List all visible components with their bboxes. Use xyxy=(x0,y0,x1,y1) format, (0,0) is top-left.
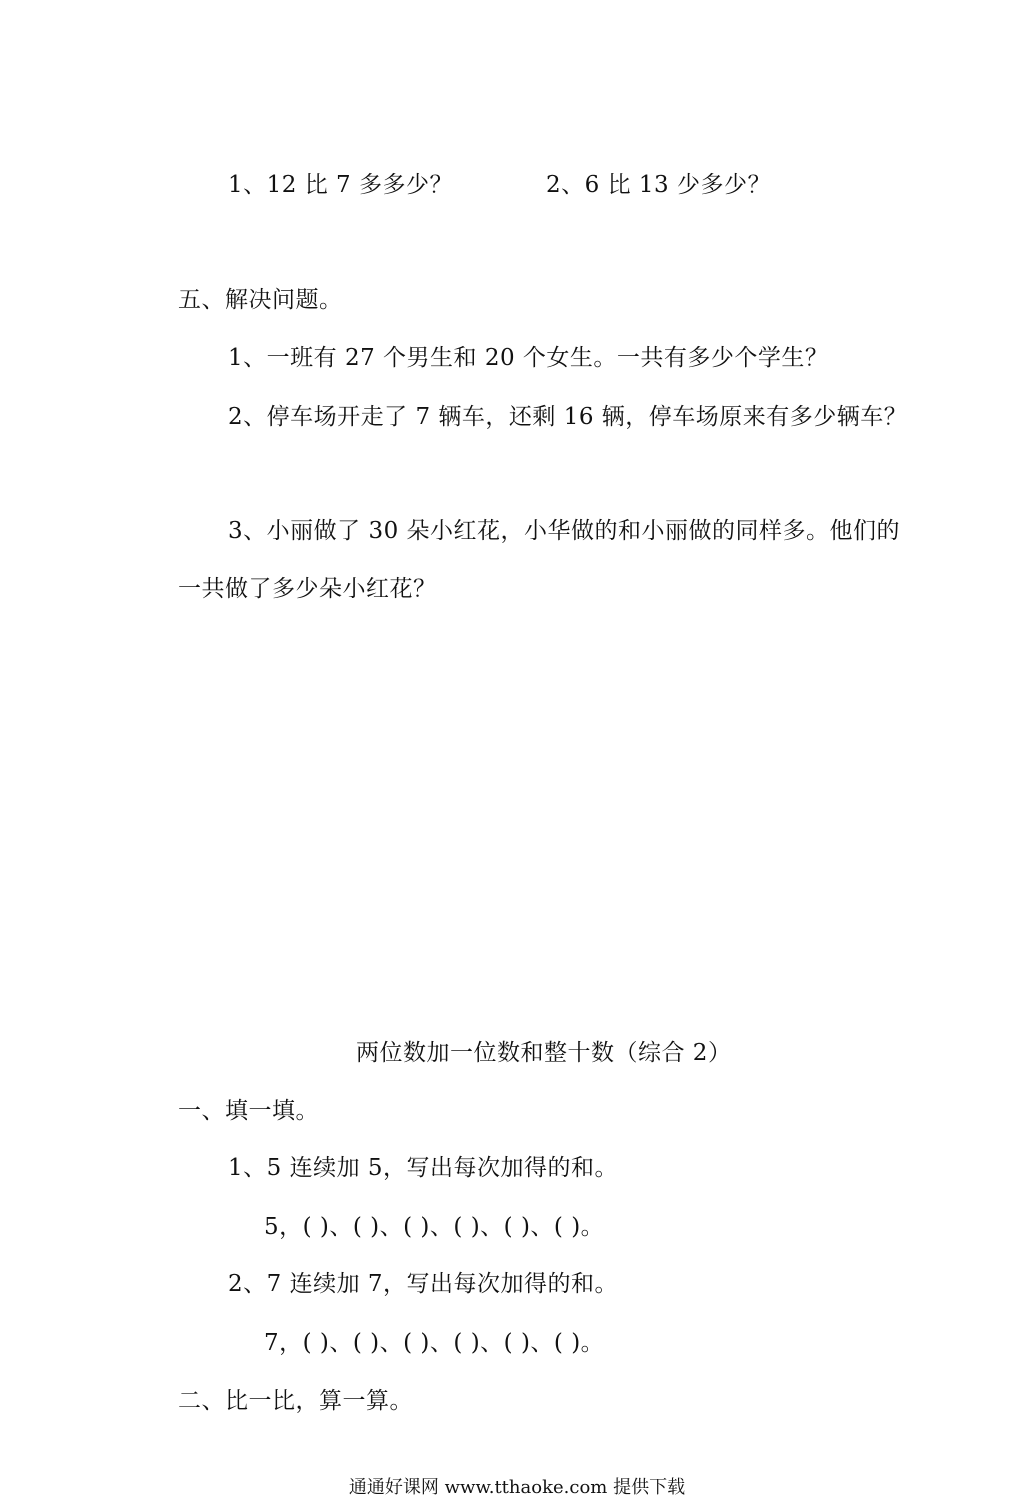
answer-blanks-1: 5，( )、( )、( )、( )、( )、( )。 xyxy=(264,1214,605,1240)
question-5-1: 1、一班有 27 个男生和 20 个女生。一共有多少个学生？ xyxy=(228,345,829,371)
section-1-heading: 一、填一填。 xyxy=(178,1098,319,1124)
question-5-2: 2、停车场开走了 7 辆车，还剩 16 辆，停车场原来有多少辆车？ xyxy=(228,404,908,430)
section-5-heading: 五、解决问题。 xyxy=(178,287,343,313)
worksheet-title: 两位数加一位数和整十数（综合 2） xyxy=(356,1040,732,1066)
question-5-3-line2: 一共做了多少朵小红花？ xyxy=(178,576,437,602)
answer-blanks-2: 7，( )、( )、( )、( )、( )、( )。 xyxy=(264,1330,605,1356)
footer-source: 通通好课网 www.tthaoke.com 提供下载 xyxy=(348,1477,686,1498)
question-4-2: 2、6 比 13 少多少？ xyxy=(546,172,771,198)
question-5-3-line1: 3、小丽做了 30 朵小红花，小华做的和小丽做的同样多。他们的 xyxy=(228,518,901,544)
section-2-heading: 二、比一比，算一算。 xyxy=(178,1388,413,1414)
question-4-1: 1、12 比 7 多多少？ xyxy=(228,172,453,198)
question-1-1: 1、5 连续加 5，写出每次加得的和。 xyxy=(228,1155,619,1181)
question-1-2: 2、7 连续加 7，写出每次加得的和。 xyxy=(228,1271,619,1297)
